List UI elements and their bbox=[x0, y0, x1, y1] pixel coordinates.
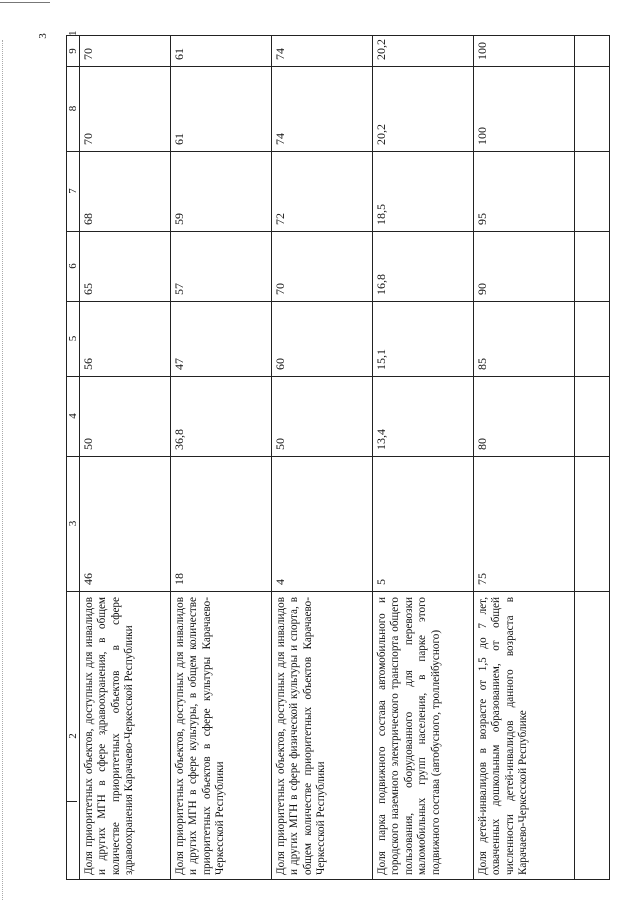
value-cell: 36,8 bbox=[172, 429, 186, 450]
value-cell: 74 bbox=[273, 133, 287, 145]
value-cell: 56 bbox=[81, 358, 95, 370]
value-cell: 100 bbox=[475, 42, 489, 60]
value-cell: 70 bbox=[81, 133, 95, 145]
value-cell: 18 bbox=[172, 573, 186, 585]
data-table bbox=[66, 30, 610, 880]
value-cell: 100 bbox=[475, 127, 489, 145]
value-cell: 70 bbox=[273, 283, 287, 295]
value-cell: 85 bbox=[475, 358, 489, 370]
row-description: Доля приоритетных объектов, доступных для инвалидов и других МГН в сфере здравоохранения, в общем количестве приоритетных объектов в сфере здравоохранения Карачаево-Черкесской Республики bbox=[83, 597, 136, 875]
value-cell: 16,8 bbox=[374, 274, 388, 295]
column-header-3: 3 bbox=[67, 520, 79, 527]
value-cell: 59 bbox=[172, 213, 186, 225]
value-cell: 5 bbox=[374, 579, 388, 585]
column-header-8: 8 bbox=[67, 105, 79, 112]
value-cell: 46 bbox=[81, 573, 95, 585]
value-cell: 20,2 bbox=[374, 39, 388, 60]
value-cell: 61 bbox=[172, 48, 186, 60]
row-description: Доля парка подвижного состава автомобильного и городского наземного электрического транспорта общего пользования, оборудованного для перевозки маломобильных групп населения, в парке этого подвижного состава (автобусного, троллейбусного) bbox=[376, 597, 442, 875]
value-cell: 75 bbox=[475, 573, 489, 585]
row-description: Доля приоритетных объектов, доступных для инвалидов и других МГН в сфере физической культуры и спорта, в общем количестве приоритетных объектов Карачаево-Черкесской Республики bbox=[275, 597, 328, 875]
value-cell: 13,4 bbox=[374, 429, 388, 450]
value-cell: 90 bbox=[475, 283, 489, 295]
value-cell: 74 bbox=[273, 48, 287, 60]
value-cell: 47 bbox=[172, 358, 186, 370]
value-cell: 95 bbox=[475, 213, 489, 225]
row-divider bbox=[574, 36, 575, 879]
page-number: 3 bbox=[36, 33, 49, 39]
value-cell: 60 bbox=[273, 358, 287, 370]
value-cell: 70 bbox=[81, 48, 95, 60]
top-rule bbox=[0, 2, 50, 3]
value-cell: 15,1 bbox=[374, 349, 388, 370]
value-cell: 61 bbox=[172, 133, 186, 145]
row-description: Доля приоритетных объектов, доступных для инвалидов и других МГН в сфере культуры, в общем количестве приоритетных объектов в сфере культуры Карачаево-Черкесской Республики bbox=[174, 597, 227, 875]
column-header-4: 4 bbox=[67, 413, 79, 419]
value-cell: 50 bbox=[273, 438, 287, 450]
row-description: Доля детей-инвалидов в возрасте от 1,5 до 7 лет, охваченных дошкольным образованием, от общей численности детей-инвалидов данного возраста в Карачаево-Черкесской Республике bbox=[477, 597, 530, 875]
column-header-7: 7 bbox=[67, 188, 79, 194]
left-binding-dots bbox=[2, 40, 3, 900]
value-cell: 72 bbox=[273, 213, 287, 225]
value-cell: 68 bbox=[81, 213, 95, 225]
value-cell: 80 bbox=[475, 438, 489, 450]
value-cell: 18,5 bbox=[374, 204, 388, 225]
column-header-2: 2 bbox=[67, 733, 79, 739]
column-header-9: 9 bbox=[67, 48, 79, 54]
column-header-1: 1 bbox=[67, 30, 79, 36]
column-header-5: 5 bbox=[67, 335, 79, 342]
value-cell: 20,2 bbox=[374, 124, 388, 145]
value-cell: 65 bbox=[81, 283, 95, 295]
value-cell: 4 bbox=[273, 579, 287, 585]
value-cell: 57 bbox=[172, 283, 186, 295]
value-cell: 50 bbox=[81, 438, 95, 450]
column-header-6: 6 bbox=[67, 263, 79, 269]
